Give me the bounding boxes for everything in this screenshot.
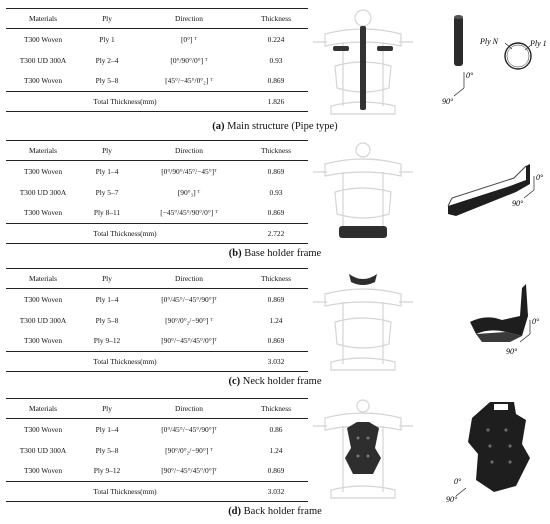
cell-ply: Ply 5–8	[95, 445, 119, 455]
total-label: Total Thickness(mm)	[93, 97, 157, 106]
exoskeleton-thumbnail	[303, 398, 423, 504]
cell-direction: [0°/90°/0°] ᵀ	[170, 55, 208, 65]
table-row	[6, 71, 308, 92]
header-direction: Direction	[175, 274, 203, 283]
total-label: Total Thickness(mm)	[93, 357, 157, 366]
cell-material: T300 Woven	[23, 34, 63, 44]
table-row	[6, 331, 308, 352]
axis-0-label: 0°	[532, 317, 540, 326]
cell-direction: [90°/−45°/45°/0°]ᵀ	[161, 336, 217, 346]
caption-text: Neck holder frame	[240, 376, 322, 387]
header-thickness: Thickness	[261, 146, 291, 155]
cell-thickness: 0.869	[267, 336, 285, 346]
section-back-holder	[0, 396, 550, 524]
total-row	[6, 92, 308, 112]
total-value: 3.032	[267, 357, 285, 366]
ply-n-label: Ply N	[480, 37, 498, 46]
caption-letter: (b)	[228, 248, 242, 259]
table-row	[6, 203, 308, 224]
table-row	[6, 419, 308, 440]
cell-ply: Ply 9–12	[93, 336, 121, 346]
cell-direction: [90°/0°₂/−90°] ᵀ	[165, 315, 213, 325]
header-ply: Ply	[102, 14, 112, 23]
cell-ply: Ply 1–4	[95, 294, 119, 304]
cell-ply: Ply 8–11	[93, 208, 121, 218]
header-materials: Materials	[29, 146, 57, 155]
section-main-structure	[0, 0, 550, 138]
cell-direction: [45°/−45°/0°₂] ᵀ	[165, 76, 213, 86]
cell-thickness: 1.24	[269, 315, 283, 325]
cell-material: T300 Woven	[23, 424, 63, 434]
axis-90-label: 90°	[442, 97, 454, 106]
back-holder-part-diagram	[430, 396, 550, 504]
table-row	[6, 310, 308, 331]
cell-thickness: 0.86	[269, 424, 283, 434]
total-row	[6, 224, 308, 244]
caption-text: Base holder frame	[241, 248, 322, 259]
header-materials: Materials	[29, 274, 57, 283]
figure-caption	[0, 376, 550, 387]
cell-thickness: 0.869	[267, 294, 285, 304]
axis-0-label: 0°	[454, 477, 462, 486]
cell-thickness: 1.24	[269, 445, 283, 455]
caption-letter: (a)	[212, 121, 225, 132]
cell-material: T300 Woven	[23, 336, 63, 346]
header-thickness: Thickness	[261, 404, 291, 413]
header-ply: Ply	[102, 404, 112, 413]
cell-direction: [90°/−45°/45°/0°]ᵀ	[161, 466, 217, 476]
ply-table	[6, 140, 308, 244]
axis-0-label: 0°	[466, 71, 474, 80]
header-direction: Direction	[175, 146, 203, 155]
cell-thickness: 0.93	[269, 187, 283, 197]
caption-letter: (d)	[228, 506, 242, 517]
table-row	[6, 161, 308, 182]
header-ply: Ply	[102, 146, 112, 155]
header-materials: Materials	[29, 14, 57, 23]
cell-material: T300 Woven	[23, 466, 63, 476]
cell-thickness: 0.869	[267, 208, 285, 218]
table-row	[6, 182, 308, 203]
caption-text: Back holder frame	[241, 506, 322, 517]
section-base-holder	[0, 138, 550, 266]
header-materials: Materials	[29, 404, 57, 413]
cell-material: T300 UD 300A	[19, 55, 67, 65]
cell-direction: [90°/0°₂/−90°] ᵀ	[165, 445, 213, 455]
total-value: 1.826	[267, 97, 285, 106]
axis-90-label: 90°	[446, 495, 458, 504]
axis-0-label: 0°	[536, 173, 544, 182]
figure-caption	[0, 506, 550, 517]
figure-caption	[0, 121, 550, 132]
cell-material: T300 UD 300A	[19, 445, 67, 455]
header-thickness: Thickness	[261, 14, 291, 23]
cell-thickness: 0.93	[269, 55, 283, 65]
ply-table	[6, 268, 308, 372]
exoskeleton-thumbnail	[303, 268, 423, 374]
header-direction: Direction	[175, 14, 203, 23]
table-row	[6, 440, 308, 461]
axis-90-label: 90°	[506, 347, 518, 356]
figure-caption	[0, 248, 550, 259]
cell-ply: Ply 1	[99, 34, 115, 44]
pipe-part-diagram	[430, 6, 550, 116]
cell-direction: [0°/90°/45°/−45°]ᵀ	[161, 166, 217, 176]
section-neck-holder	[0, 266, 550, 396]
cell-direction: [0°/45°/−45°/90°]ᵀ	[161, 424, 217, 434]
total-label: Total Thickness(mm)	[93, 229, 157, 238]
table-row	[6, 50, 308, 71]
cell-material: T300 UD 300A	[19, 187, 67, 197]
total-row	[6, 352, 308, 372]
cell-ply: Ply 2–4	[95, 55, 119, 65]
total-label: Total Thickness(mm)	[93, 487, 157, 496]
total-row	[6, 482, 308, 502]
cell-direction: [0°/45°/−45°/90°]ᵀ	[161, 294, 217, 304]
cell-direction: [−45°/45°/90°/0°] ᵀ	[160, 208, 218, 218]
total-value: 3.032	[267, 487, 285, 496]
cell-direction: [90°₃] ᵀ	[177, 187, 201, 197]
header-direction: Direction	[175, 404, 203, 413]
table-row	[6, 289, 308, 310]
cell-ply: Ply 9–12	[93, 466, 121, 476]
header-thickness: Thickness	[261, 274, 291, 283]
cell-direction: [0°] ᵀ	[180, 34, 198, 44]
cell-ply: Ply 5–8	[95, 76, 119, 86]
exoskeleton-thumbnail	[303, 140, 423, 246]
cell-thickness: 0.869	[267, 166, 285, 176]
total-value: 2.722	[267, 229, 285, 238]
cell-material: T300 Woven	[23, 294, 63, 304]
ply-table	[6, 398, 308, 502]
neck-holder-part-diagram	[430, 270, 550, 376]
table-row	[6, 461, 308, 482]
ply-1-label: Ply 1	[530, 39, 547, 48]
cell-material: T300 Woven	[23, 208, 63, 218]
cell-material: T300 UD 300A	[19, 315, 67, 325]
base-holder-part-diagram	[430, 140, 550, 246]
cell-ply: Ply 5–7	[95, 187, 119, 197]
cell-ply: Ply 1–4	[95, 424, 119, 434]
ply-table	[6, 8, 308, 112]
cell-thickness: 0.869	[267, 466, 285, 476]
cell-thickness: 0.869	[267, 76, 285, 86]
cell-thickness: 0.224	[267, 34, 285, 44]
axis-90-label: 90°	[512, 199, 524, 208]
cell-material: T300 Woven	[23, 166, 63, 176]
caption-letter: (c)	[228, 376, 241, 387]
header-ply: Ply	[102, 274, 112, 283]
table-row	[6, 29, 308, 50]
caption-text: Main structure (Pipe type)	[224, 121, 338, 132]
exoskeleton-thumbnail	[303, 6, 423, 116]
cell-material: T300 Woven	[23, 76, 63, 86]
cell-ply: Ply 1–4	[95, 166, 119, 176]
cell-ply: Ply 5–8	[95, 315, 119, 325]
